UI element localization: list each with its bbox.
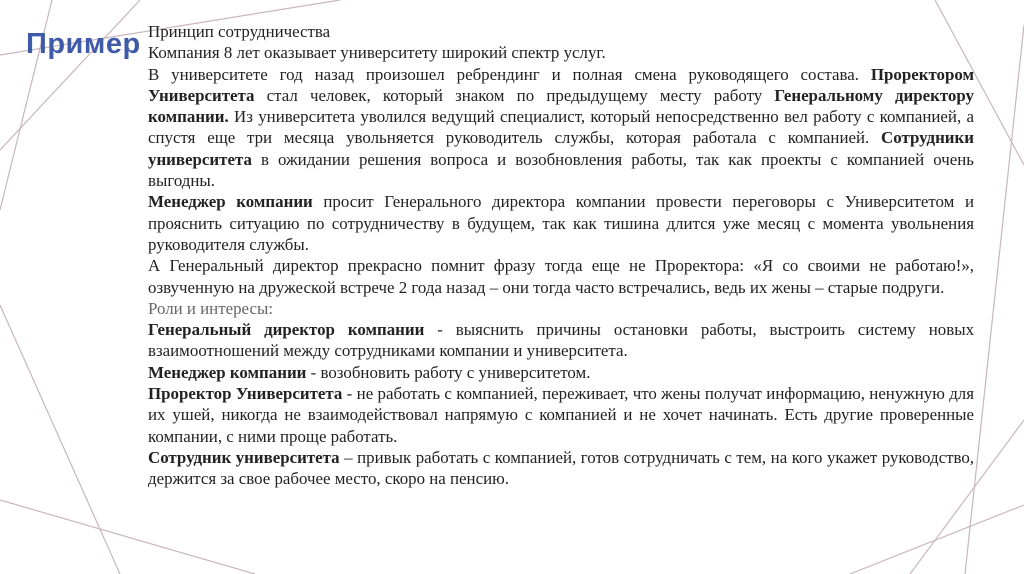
bold-run: Генеральному директору компании. <box>148 85 974 127</box>
decor-line <box>0 305 120 574</box>
role-text: - возобновить работу с университетом. <box>306 362 591 382</box>
bold-run: Проректором Университета <box>148 64 974 105</box>
decor-line <box>0 500 255 574</box>
case-paragraph-2 <box>148 191 974 255</box>
role-text: - не работать с компанией, переживает, что жены получат информацию, ненужную для их ушей, никогда не взаимодействовал напрямую с компанией и не хочет начинать. Есть другие проверенные компании, с ними проще работать. <box>148 384 974 446</box>
role-vice-rector <box>148 383 974 447</box>
text-run: в ожидании решения вопроса и возобновления работы, так как проекты с компанией очень выгодны. <box>148 149 974 191</box>
role-name: Сотрудник университета <box>148 447 340 467</box>
role-text: - выяснить причины остановки работы, выстроить систему новых взаимоотношений между сотрудниками компании и университета. <box>148 320 975 361</box>
text-run: стал человек, который знаком по предыдущему месту работу <box>254 85 775 105</box>
case-paragraph-3: А Генеральный директор прекрасно помнит фразу тогда еще не Проректора: «Я со своими не работаю!», озвученную на дружеской встрече 2 года назад – они тогда часто встречались, ведь их жены – старые подруги. <box>148 256 974 297</box>
role-name: Менеджер компании <box>148 362 307 382</box>
case-intro: Компания 8 лет оказывает университету широкий спектр услуг. <box>148 43 606 63</box>
bold-run: Менеджер компании <box>148 192 313 212</box>
role-name: Генеральный директор компании <box>148 320 425 340</box>
decor-line <box>850 505 1024 574</box>
bold-run: Сотрудники университета <box>148 128 974 169</box>
roles-heading: Роли и интересы: <box>148 298 274 318</box>
role-name: Проректор Университета <box>148 384 343 404</box>
role-text: – привык работать с компанией, готов сотрудничать с тем, на кого укажет руководство, держится за свое рабочее место, скоро на пенсию. <box>148 447 974 489</box>
slide-title: Пример <box>26 28 141 60</box>
decor-line <box>0 0 140 150</box>
role-manager <box>148 362 974 383</box>
text-run: Из университета уволился ведущий специалист, который непосредственно вел работу с компанией, а спустя еще три месяца увольняется руководитель службы, которая работала с компанией. <box>148 107 974 148</box>
role-university-employee <box>148 447 974 490</box>
case-text <box>148 21 974 490</box>
case-paragraph-1 <box>148 64 974 192</box>
text-run: просит Генерального директора компании провести переговоры с Университетом и прояснить ситуацию по сотрудничеству в будущем, так как тишина длится уже месяц с момента увольнения руководителя службы. <box>148 192 974 254</box>
role-general-director <box>148 319 974 362</box>
text-run: В университете год назад произошел ребрендинг и полная смена руководящего состава. <box>148 64 871 84</box>
case-heading: Принцип сотрудничества <box>148 22 331 41</box>
